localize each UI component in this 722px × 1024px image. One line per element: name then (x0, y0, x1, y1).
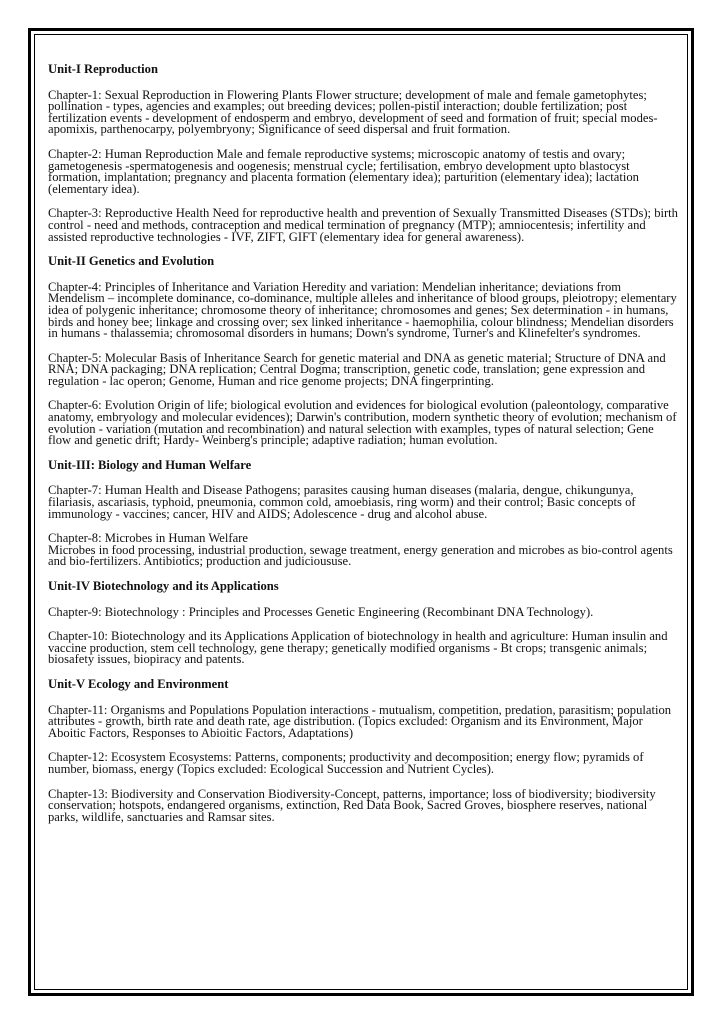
chapter-paragraph: Chapter-5: Molecular Basis of Inheritance Search for genetic material and DNA as genetic material; Structure of DNA and RNA; DNA packaging; DNA replication; Central Dogma; transcription, genetic code, translation; gene expression and regulation - lac operon; Genome, Human and rice genome projects; DNA fingerprinting. (48, 350, 666, 388)
chapter-paragraph: Chapter-7: Human Health and Disease Pathogens; parasites causing human diseases (malaria, dengue, chikungunya, filariasis, ascariasis, typhoid, pneumonia, common cold, amoebiasis, ring worm) and their control; Basic concepts of immunology - vaccines; cancer, HIV and AIDS; Adolescence - drug and alcohol abuse. (48, 483, 636, 521)
chapter-paragraph: Chapter-10: Biotechnology and its Applications Application of biotechnology in health and agriculture: Human insulin and vaccine production, stem cell technology, gene therapy; genetically modified organisms - Bt crops; transgenic animals; biosafety issues, biopiracy and patents. (48, 629, 668, 667)
syllabus-content (48, 64, 678, 836)
chapter-paragraph: Chapter-6: Evolution Origin of life; biological evolution and evidences for biological evolution (paleontology, comparative anatomy, embryology and molecular evidences); Darwin's contribution, modern synthetic theory of evolution; mechanism of evolution - variation (mutation and recombination) and natural selection with examples, types of natural selection; Gene flow and genetic drift; Hardy- Weinberg's principle; adaptive radiation; human evolution. (48, 398, 677, 448)
unit-heading: Unit-II Genetics and Evolution (48, 254, 215, 269)
chapter-body: Microbes in food processing, industrial production, sewage treatment, energy generation and microbes as bio-control agents and bio-fertilizers. Antibiotics; production and judicioususe. (48, 542, 673, 569)
chapter-paragraph: Chapter-11: Organisms and Populations Population interactions - mutualism, competition, predation, parasitism; population attributes - growth, birth rate and death rate, age distribution. (Topics excluded: Organism and its Environment, Major Aboitic Factors, Responses to Abioitic Factors, Adaptations) (48, 702, 672, 740)
unit-heading: Unit-IV Biotechnology and its Applications (48, 579, 279, 593)
unit-heading: Unit-I Reproduction (48, 62, 158, 76)
chapter-paragraph (48, 533, 678, 568)
chapter-paragraph: Chapter-9: Biotechnology : Principles and Processes Genetic Engineering (Recombinant DNA Technology). (48, 604, 594, 619)
chapter-paragraph: Chapter-1: Sexual Reproduction in Flowering Plants Flower structure; development of male and female gametophytes; pollination - types, agencies and examples; out breeding devices; pollen-pistil interaction; double fertilization; post fertilization events - development of endosperm and embryo, development of seed and formation of fruit; special modes- apomixis, parthenocarpy, polyembryony; Significance of seed dispersal and fruit formation. (48, 87, 658, 137)
chapter-paragraph: Chapter-13: Biodiversity and Conservation Biodiversity-Concept, patterns, importance; loss of biodiversity; biodiversity conservation; hotspots, endangered organisms, extinction, Red Data Book, Sacred Groves, biosphere reserves, national parks, wildlife, sanctuaries and Ramsar sites. (48, 786, 656, 824)
unit-heading: Unit-III: Biology and Human Welfare (48, 457, 252, 472)
chapter-paragraph: Chapter-3: Reproductive Health Need for reproductive health and prevention of Sexually Transmitted Diseases (STDs); birth control - need and methods, contraception and medical termination of pregnancy (MTP); amniocentesis; infertility and assisted reproductive technologies - IVF, ZIFT, GIFT (elementary idea for general awareness). (48, 206, 678, 244)
chapter-paragraph: Chapter-4: Principles of Inheritance and Variation Heredity and variation: Mendelian inheritance; deviations from Mendelism – incomplete dominance, co-dominance, multiple alleles and inheritance of blood groups, pleiotropy; elementary idea of polygenic inheritance; chromosome theory of inheritance; chromosomes and genes; Sex determination - in humans, birds and honey bee; linkage and crossing over; sex linked inheritance - haemophilia, colour blindness; Mendelian disorders in humans - thalassemia; chromosomal disorders in humans; Down's syndrome, Turner's and Klinefelter's syndromes. (48, 279, 677, 341)
chapter-paragraph: Chapter-2: Human Reproduction Male and female reproductive systems; microscopic anatomy of testis and ovary; gametogenesis -spermatogenesis and oogenesis; menstrual cycle; fertilisation, embryo development upto blastocyst formation, implantation; pregnancy and placenta formation (elementary idea); parturition (elementary idea); lactation (elementary idea). (48, 146, 639, 196)
unit-heading: Unit-V Ecology and Environment (48, 676, 229, 691)
chapter-title: Chapter-8: Microbes in Human Welfare (48, 531, 248, 546)
chapter-paragraph: Chapter-12: Ecosystem Ecosystems: Patterns, components; productivity and decomposition; energy flow; pyramids of number, biomass, energy (Topics excluded: Ecological Succession and Nutrient Cycles). (48, 750, 644, 776)
